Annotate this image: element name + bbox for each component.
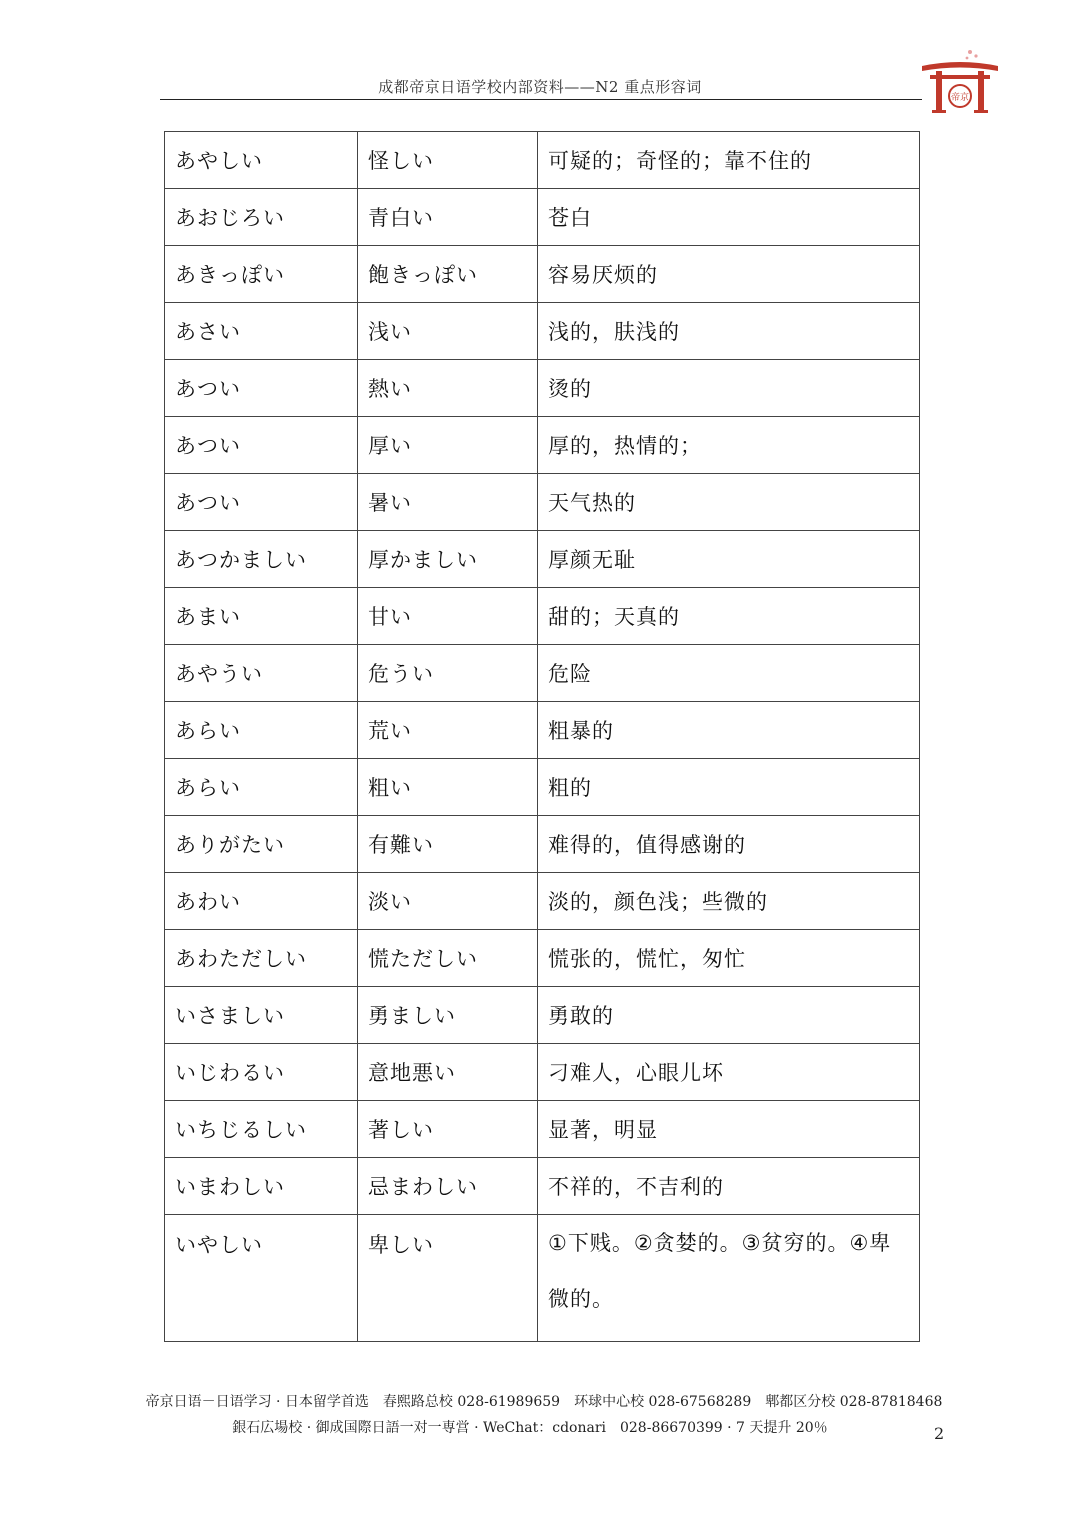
kana-cell: あさい <box>165 303 358 360</box>
table-row <box>165 1158 920 1215</box>
kanji-cell: 卑しい <box>358 1215 538 1342</box>
kana-cell: ありがたい <box>165 816 358 873</box>
meaning-cell: 不祥的，不吉利的 <box>538 1158 920 1215</box>
torii-gate-logo-icon <box>918 46 1002 116</box>
table-row <box>165 1101 920 1158</box>
footer-branch-line: 銀石広場校 · 御成国際日語一对一専営 · WeChat：cdonari 028-86670399 · 7 天提升 20％ <box>232 1420 828 1436</box>
table-row <box>165 132 920 189</box>
kanji-cell: 忌まわしい <box>358 1158 538 1215</box>
meaning-cell: ①下贱。②贪婪的。③贫穷的。④卑微的。 <box>538 1215 920 1342</box>
kana-cell: いさましい <box>165 987 358 1044</box>
kanji-cell: 淡い <box>358 873 538 930</box>
table-row <box>165 816 920 873</box>
vocab-table <box>164 131 920 1342</box>
kana-cell: いちじるしい <box>165 1101 358 1158</box>
kana-cell: あらい <box>165 702 358 759</box>
page-number: 2 <box>934 1424 945 1443</box>
logo-emblem-text: 帝京 <box>950 93 970 103</box>
table-row <box>165 303 920 360</box>
table-row <box>165 759 920 816</box>
kanji-cell: 甘い <box>358 588 538 645</box>
kanji-cell: 勇ましい <box>358 987 538 1044</box>
kana-cell: いやしい <box>165 1215 358 1342</box>
kana-cell: あやうい <box>165 645 358 702</box>
meaning-cell: 浅的，肤浅的 <box>538 303 920 360</box>
meaning-cell: 慌张的，慌忙，匆忙 <box>538 930 920 987</box>
meaning-cell: 烫的 <box>538 360 920 417</box>
header-divider <box>160 99 922 100</box>
table-row <box>165 588 920 645</box>
kana-cell: あつかましい <box>165 531 358 588</box>
kana-cell: あわただしい <box>165 930 358 987</box>
table-row <box>165 930 920 987</box>
meaning-cell: 危险 <box>538 645 920 702</box>
table-row <box>165 873 920 930</box>
kanji-cell: 飽きっぽい <box>358 246 538 303</box>
meaning-cell: 厚颜无耻 <box>538 531 920 588</box>
kana-cell: あつい <box>165 360 358 417</box>
table-row <box>165 474 920 531</box>
kanji-cell: 熱い <box>358 360 538 417</box>
kanji-cell: 怪しい <box>358 132 538 189</box>
kanji-cell: 著しい <box>358 1101 538 1158</box>
kanji-cell: 意地悪い <box>358 1044 538 1101</box>
kana-cell: あおじろい <box>165 189 358 246</box>
kanji-cell: 粗い <box>358 759 538 816</box>
table-row <box>165 360 920 417</box>
meaning-cell: 天气热的 <box>538 474 920 531</box>
meaning-cell: 甜的；天真的 <box>538 588 920 645</box>
kanji-cell: 危うい <box>358 645 538 702</box>
table-row <box>165 702 920 759</box>
meaning-cell: 勇敢的 <box>538 987 920 1044</box>
meaning-cell: 厚的，热情的； <box>538 417 920 474</box>
meaning-cell: 难得的，值得感谢的 <box>538 816 920 873</box>
kanji-cell: 暑い <box>358 474 538 531</box>
kanji-cell: 厚い <box>358 417 538 474</box>
meaning-cell: 显著，明显 <box>538 1101 920 1158</box>
table-row <box>165 645 920 702</box>
kana-cell: あやしい <box>165 132 358 189</box>
kana-cell: あわい <box>165 873 358 930</box>
kanji-cell: 浅い <box>358 303 538 360</box>
meaning-cell: 容易厌烦的 <box>538 246 920 303</box>
kana-cell: あつい <box>165 417 358 474</box>
footer-contact-line: 帝京日语－日语学习 · 日本留学首选 春熙路总校 028-61989659 环球中心校 028-67568289 郫都区分校 028-87818468 <box>145 1394 943 1410</box>
kanji-cell: 有難い <box>358 816 538 873</box>
table-row <box>165 246 920 303</box>
kanji-cell: 慌ただしい <box>358 930 538 987</box>
kanji-cell: 荒い <box>358 702 538 759</box>
table-row <box>165 1044 920 1101</box>
meaning-cell: 可疑的；奇怪的；靠不住的 <box>538 132 920 189</box>
kana-cell: いまわしい <box>165 1158 358 1215</box>
table-row <box>165 531 920 588</box>
table-row <box>165 1215 920 1342</box>
meaning-cell: 苍白 <box>538 189 920 246</box>
meaning-cell: 刁难人，心眼儿坏 <box>538 1044 920 1101</box>
kana-cell: いじわるい <box>165 1044 358 1101</box>
kana-cell: あきっぽい <box>165 246 358 303</box>
kanji-cell: 厚かましい <box>358 531 538 588</box>
kana-cell: あつい <box>165 474 358 531</box>
table-row <box>165 987 920 1044</box>
meaning-cell: 粗暴的 <box>538 702 920 759</box>
kana-cell: あまい <box>165 588 358 645</box>
table-row <box>165 189 920 246</box>
kanji-cell: 青白い <box>358 189 538 246</box>
meaning-cell: 淡的，颜色浅；些微的 <box>538 873 920 930</box>
page-title: 成都帝京日语学校内部资料——N2 重点形容词 <box>378 78 702 96</box>
table-row <box>165 417 920 474</box>
kana-cell: あらい <box>165 759 358 816</box>
meaning-cell: 粗的 <box>538 759 920 816</box>
